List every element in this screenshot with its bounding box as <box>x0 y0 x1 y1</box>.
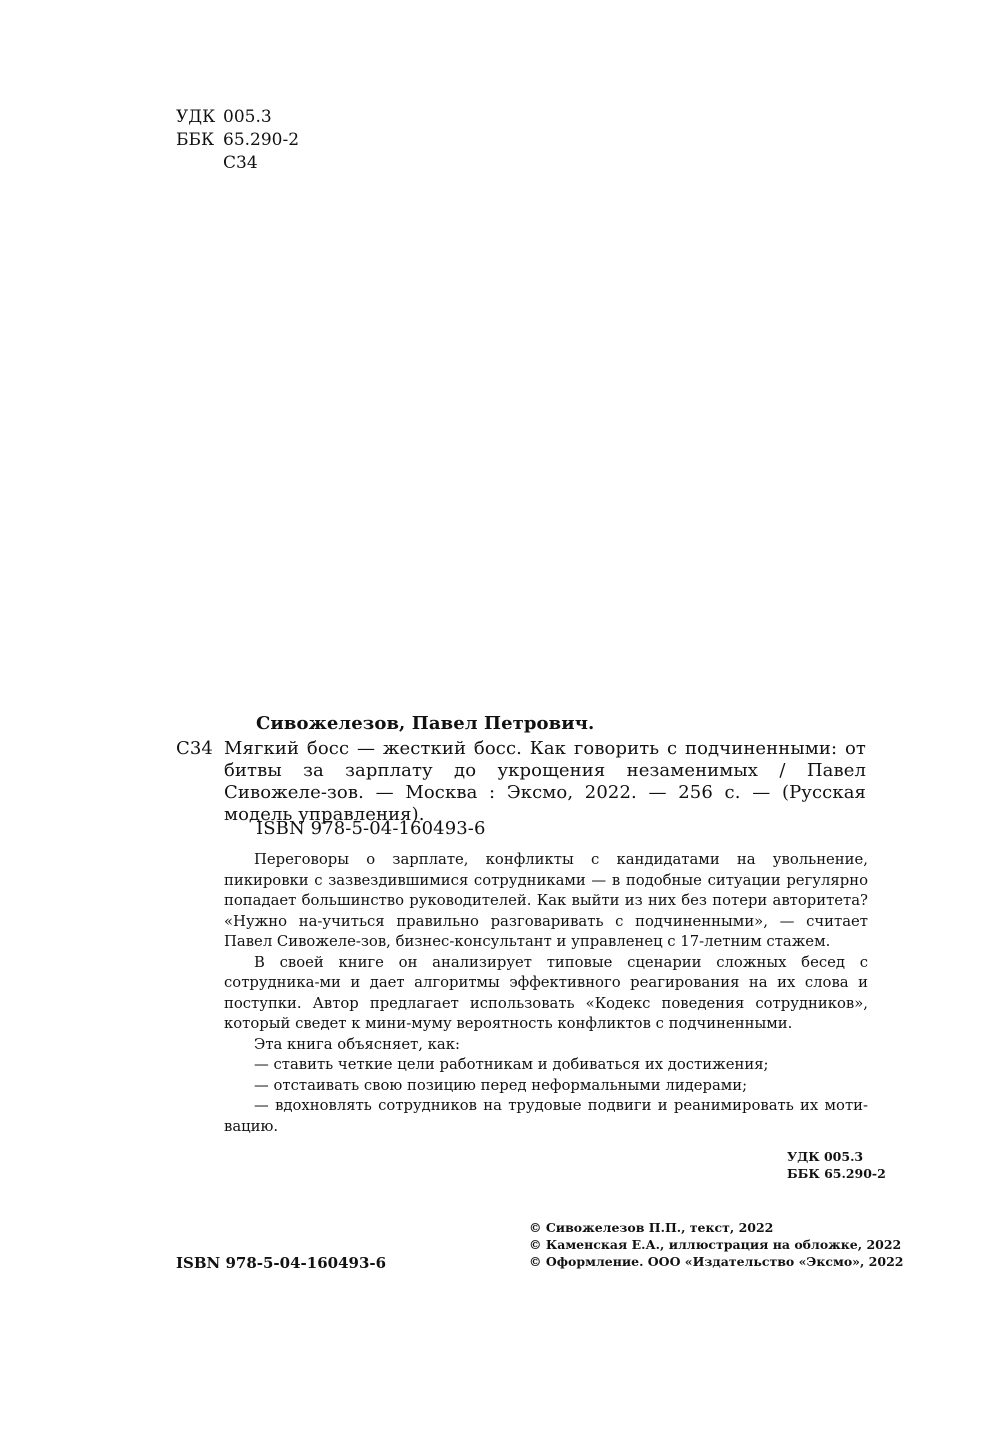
annotation-list-item: — вдохновлять сотрудников на трудовые подвиги и реанимировать их моти-вацию. <box>224 1097 868 1135</box>
annotation-list-item: — отстаивать свою позицию перед неформальными лидерами; <box>254 1076 748 1094</box>
annotation <box>224 850 868 1137</box>
bbk-row <box>176 129 299 152</box>
footer-udk: УДК 005.3 <box>787 1149 864 1164</box>
record-isbn: ISBN 978-5-04-160493-6 <box>256 818 486 839</box>
copyright-line: © Оформление. ООО «Издательство «Эксмо», 2022 <box>529 1254 904 1269</box>
copyright-line: © Каменская Е.А., иллюстрация на обложке, 2022 <box>529 1237 902 1252</box>
udk-value: 005.3 <box>223 107 272 127</box>
footer-isbn: ISBN 978-5-04-160493-6 <box>176 1254 387 1272</box>
udk-label: УДК <box>176 107 216 127</box>
bbk-label: ББК <box>176 130 215 150</box>
classification-codes <box>176 106 299 175</box>
footer-bbk: ББК 65.290-2 <box>787 1166 886 1181</box>
annotation-paragraph: Переговоры о зарплате, конфликты с кандидатами на увольнение, пикировки с зазвездившимися сотрудниками — в подобные ситуации регулярно попадает большинство руководителей. Как выйти из них без потери авторитета? «Нужно на-учиться правильно разговаривать с подчиненными», — считает Павел Сивожеле-зов, бизнес-консультант и управленец с 17-летним стажем. <box>224 851 868 950</box>
annotation-paragraph: Эта книга объясняет, как: <box>254 1035 460 1053</box>
copyright-block <box>529 1219 903 1270</box>
copyright-line: © Сивожелезов П.П., текст, 2022 <box>529 1220 774 1235</box>
author-sign: С34 <box>223 153 258 173</box>
record-author-sign: С34 <box>176 738 213 759</box>
bbk-value: 65.290-2 <box>223 130 300 150</box>
annotation-paragraph: В своей книге он анализирует типовые сценарии сложных бесед с сотрудника-ми и дает алгоритмы эффективного реагирования на их слова и поступки. Автор предлагает использовать «Кодекс поведения сотрудников», который сведет к мини-муму вероятность конфликтов с подчиненными. <box>224 953 868 1032</box>
annotation-list-item: — ставить четкие цели работникам и добиваться их достижения; <box>254 1056 769 1073</box>
udk-row <box>176 106 299 129</box>
author-sign-row <box>176 152 299 175</box>
footer-codes <box>787 1148 886 1182</box>
record-author: Сивожелезов, Павел Петрович. <box>256 713 595 734</box>
record-description: Мягкий босс — жесткий босс. Как говорить с подчиненными: от битвы за зарплату до укрощения незаменимых / Павел Сивожеле-зов. — Москва : Эксмо, 2022. — 256 с. — (Русская модель управления). <box>224 738 866 825</box>
